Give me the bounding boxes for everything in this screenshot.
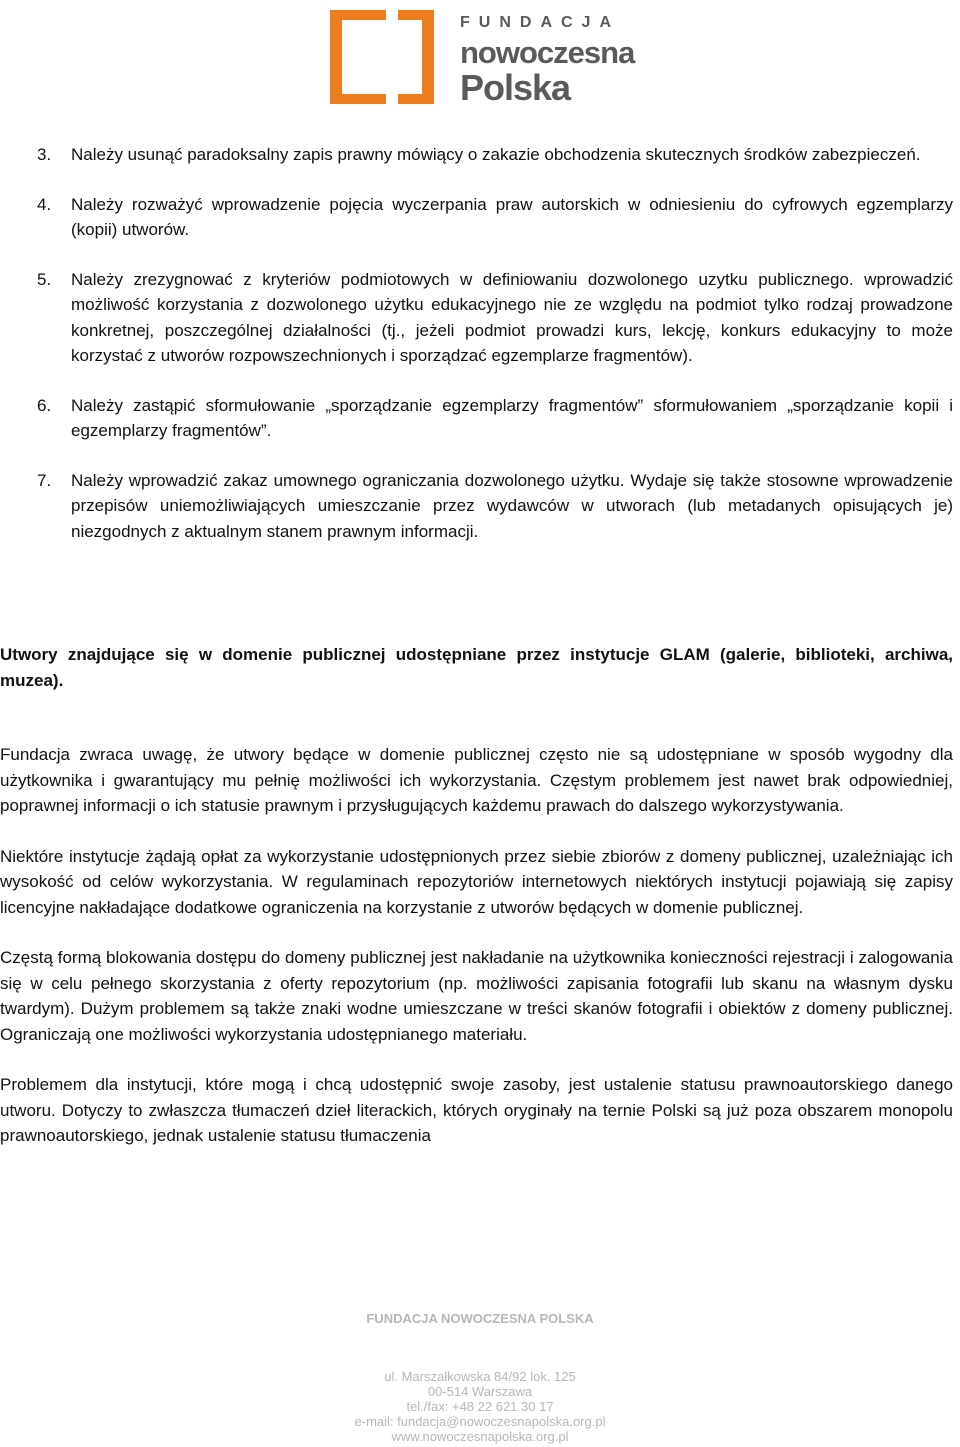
list-item-number: 6. [37, 395, 52, 415]
list-item-text: Należy wprowadzić zakaz umownego ograniczania dozwolonego użytku. Wydaje się także stosowne wprowadzenie przepisów uniemożliwiających umieszczanie przez wydawców w utworach (lub metadanych opisujących je) niezgodnych z aktualnym stanem prawnym informacji. [71, 470, 953, 541]
footer-contact [0, 1369, 960, 1444]
paragraph: Częstą formą blokowania dostępu do domeny publicznej jest nakładanie na użytkownika konieczności rejestracji i zalogowania się w celu pełnego skorzystania z oferty repozytorium (np. możliwości zapisania fotografii lub skanu na własnym dysku twardym). Dużym problemem są także znaki wodne umieszczane w treści skanów fotografii i obiektów z domeny publicznej. Ograniczają one możliwości wykorzystania udostępnianego materiału. [0, 948, 953, 1044]
list-item [0, 468, 953, 545]
list-item-number: 4. [37, 194, 52, 214]
logo-text-polska: Polska [460, 67, 571, 108]
list-item [0, 192, 953, 243]
section-heading: Utwory znajdujące się w domenie publicznej udostępniane przez instytucje GLAM (galerie, biblioteki, archiwa, muzea). [0, 645, 953, 690]
list-item-text: Należy zastąpić sformułowanie „sporządzanie egzemplarzy fragmentów” sformułowaniem „sporządzanie kopii i egzemplarzy fragmentów”. [71, 395, 953, 440]
paragraph: Problemem dla instytucji, które mogą i chcą udostępnić swoje zasoby, jest ustalenie statusu prawnoautorskiego danego utworu. Dotyczy to zwłaszcza tłumaczeń dzieł literackich, których oryginały na ternie Polski są już poza obszarem monopolu prawnoautorskiego, jednak ustalenie statusu tłumaczenia [0, 1075, 953, 1145]
list-item-text: Należy rozważyć wprowadzenie pojęcia wyczerpania praw autorskich w odniesieniu do cyfrowych egzemplarzy (kopii) utworów. [71, 194, 953, 239]
paragraph: Fundacja zwraca uwagę, że utwory będące w domenie publicznej często nie są udostępniane w sposób wygodny dla użytkownika i gwarantujący mu pełnię możliwości ich wykorzystania. Częstym problemem jest nawet brak odpowiedniej, poprawnej informacji o ich statusie prawnym i przysługujących każdemu prawach do dalszego wykorzystywania. [0, 745, 953, 815]
logo-bracket-icon [326, 6, 446, 108]
footer-address: ul. Marszałkowska 84/92 lok. 125 [384, 1369, 576, 1384]
list-item [0, 267, 953, 369]
logo-text-nowoczesna: nowoczesna [460, 35, 635, 70]
footer-postal: 00-514 Warszawa [427, 1384, 533, 1399]
footer-email: e-mail: fundacja@nowoczesnapolska.org.pl [354, 1414, 606, 1429]
list-item-number: 3. [37, 145, 52, 164]
list-item [0, 393, 953, 444]
document-body [0, 142, 953, 1149]
footer-organization: FUNDACJA NOWOCZESNA POLSKA [366, 1311, 594, 1326]
footer-website: www.nowoczesnapolska.org.pl [391, 1429, 569, 1444]
list-item-number: 5. [37, 269, 52, 289]
list-item-number: 7. [37, 470, 52, 490]
paragraph: Niektóre instytucje żądają opłat za wykorzystanie udostępnionych przez siebie zbiorów z domeny publicznej, uzależniając ich wysokość od celów wykorzystania. W regulaminach repozytoriów internetowych niektórych instytucji pojawiają się zapisy licencyjne nakładające dodatkowe ograniczenia na korzystanie z utworów będących w domenie publicznej. [0, 846, 953, 917]
footer-phone: tel./fax: +48 22 621 30 17 [406, 1399, 554, 1414]
list-item-text: Należy zrezygnować z kryteriów podmiotowych w definiowaniu dozwolonego uzytku publicznego. wprowadzić możliwość korzystania z dozwolonego użytku edukacyjnego nie ze względu na podmiot tylko rodzaj prowadzone konkretnej, poszczególnej działalności (tj., jeżeli podmiot prowadzi kurs, lekcję, konkurs edukacyjny to może korzystać z utworów rozpowszechnionych i sporządzać egzemplarze fragmentów). [71, 269, 953, 365]
foundation-logo [326, 6, 635, 108]
list-item-text: Należy usunąć paradoksalny zapis prawny mówiący o zakazie obchodzenia skutecznych środków zabezpieczeń. [71, 145, 921, 164]
logo-text-fundacja: FUNDACJA [460, 14, 620, 31]
list-item [0, 142, 953, 168]
